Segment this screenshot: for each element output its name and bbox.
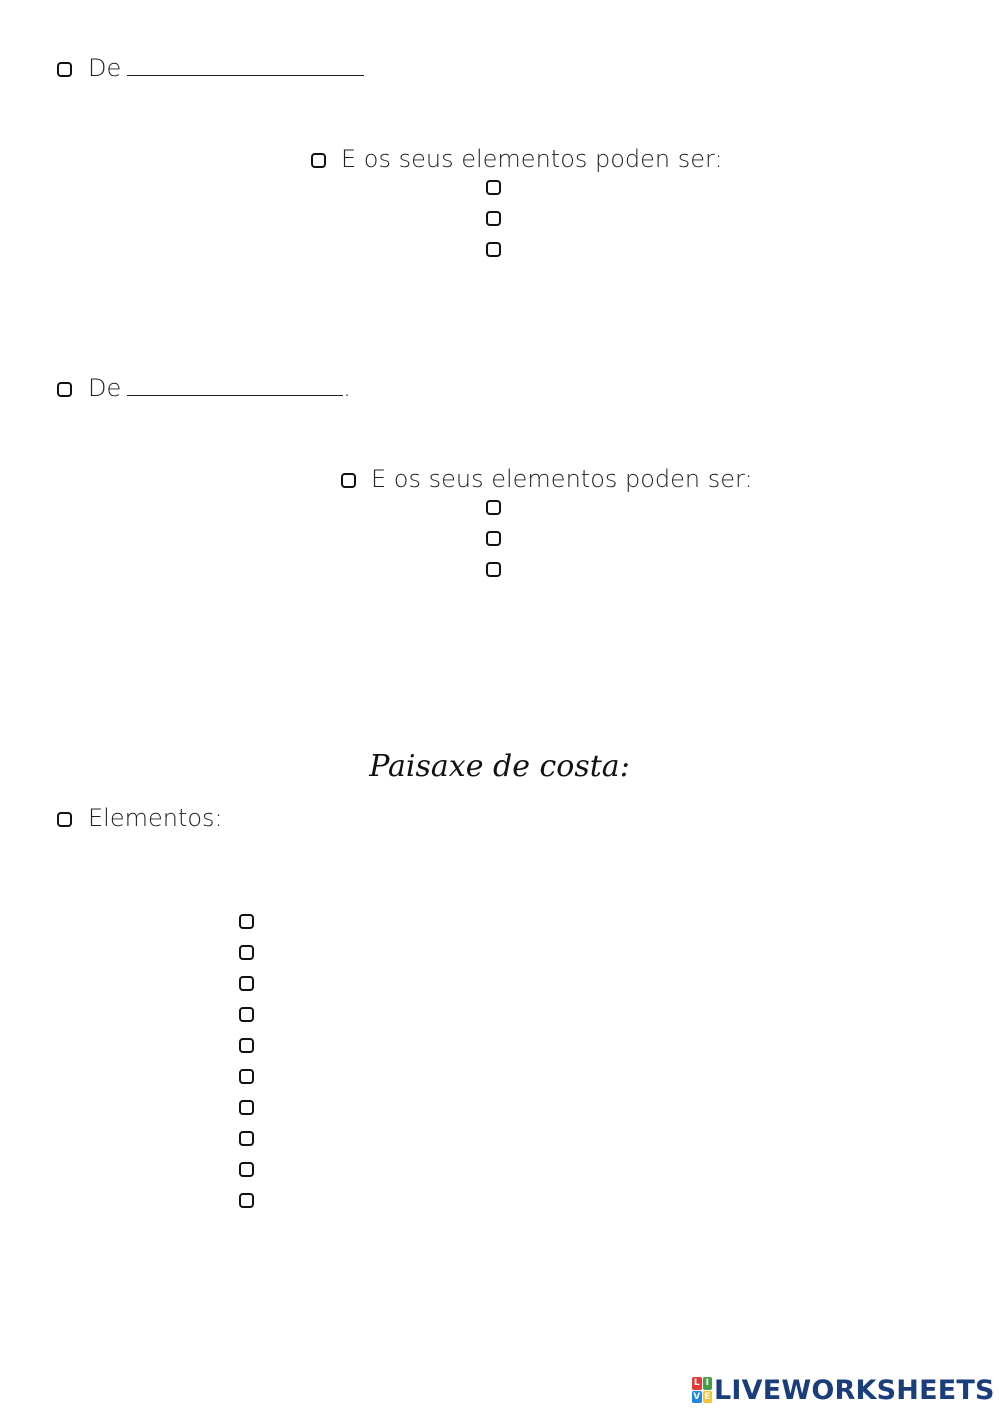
- logo-mark-letter: V: [693, 1391, 701, 1402]
- element-checkbox[interactable]: [486, 211, 501, 226]
- element-checkbox[interactable]: [239, 1193, 254, 1208]
- answer-blank[interactable]: [127, 375, 343, 396]
- elementos-label: Elementos:: [88, 804, 223, 832]
- logo-mark-letter: L: [693, 1378, 700, 1389]
- elements-label-2: E os seus elementos poden ser:: [371, 465, 753, 493]
- de-suffix: .: [343, 374, 351, 402]
- element-checkbox[interactable]: [239, 1007, 254, 1022]
- element-checkbox[interactable]: [486, 562, 501, 577]
- de-label: De: [88, 374, 122, 402]
- elements-label-1: E os seus elementos poden ser:: [341, 145, 723, 173]
- elementos-checkbox[interactable]: [57, 812, 72, 827]
- element-checkbox[interactable]: [239, 914, 254, 929]
- element-checkbox[interactable]: [239, 945, 254, 960]
- element-checkbox[interactable]: [239, 1100, 254, 1115]
- de-line-2: [88, 374, 351, 402]
- element-checkbox[interactable]: [486, 242, 501, 257]
- logo-text: LIVEWORKSHEETS: [714, 1374, 995, 1406]
- logo-mark-letter: I: [703, 1377, 713, 1390]
- de-line-1: [88, 54, 364, 82]
- elements-checkbox-1[interactable]: [311, 153, 326, 168]
- de-checkbox-1[interactable]: [57, 62, 72, 77]
- liveworksheets-logo[interactable]: [692, 1373, 995, 1407]
- element-checkbox[interactable]: [239, 1069, 254, 1084]
- elements-checkbox-2[interactable]: [341, 473, 356, 488]
- section-heading: Paisaxe de costa:: [369, 749, 630, 784]
- logo-mark-letter: E: [704, 1391, 711, 1402]
- element-checkbox[interactable]: [486, 180, 501, 195]
- de-label: De: [88, 54, 122, 82]
- element-checkbox[interactable]: [486, 500, 501, 515]
- element-checkbox[interactable]: [239, 1162, 254, 1177]
- element-checkbox[interactable]: [239, 1131, 254, 1146]
- element-checkbox[interactable]: [239, 1038, 254, 1053]
- de-checkbox-2[interactable]: [57, 382, 72, 397]
- logo-mark-icon: [692, 1377, 712, 1403]
- element-checkbox[interactable]: [239, 976, 254, 991]
- answer-blank[interactable]: [127, 55, 364, 76]
- element-checkbox[interactable]: [486, 531, 501, 546]
